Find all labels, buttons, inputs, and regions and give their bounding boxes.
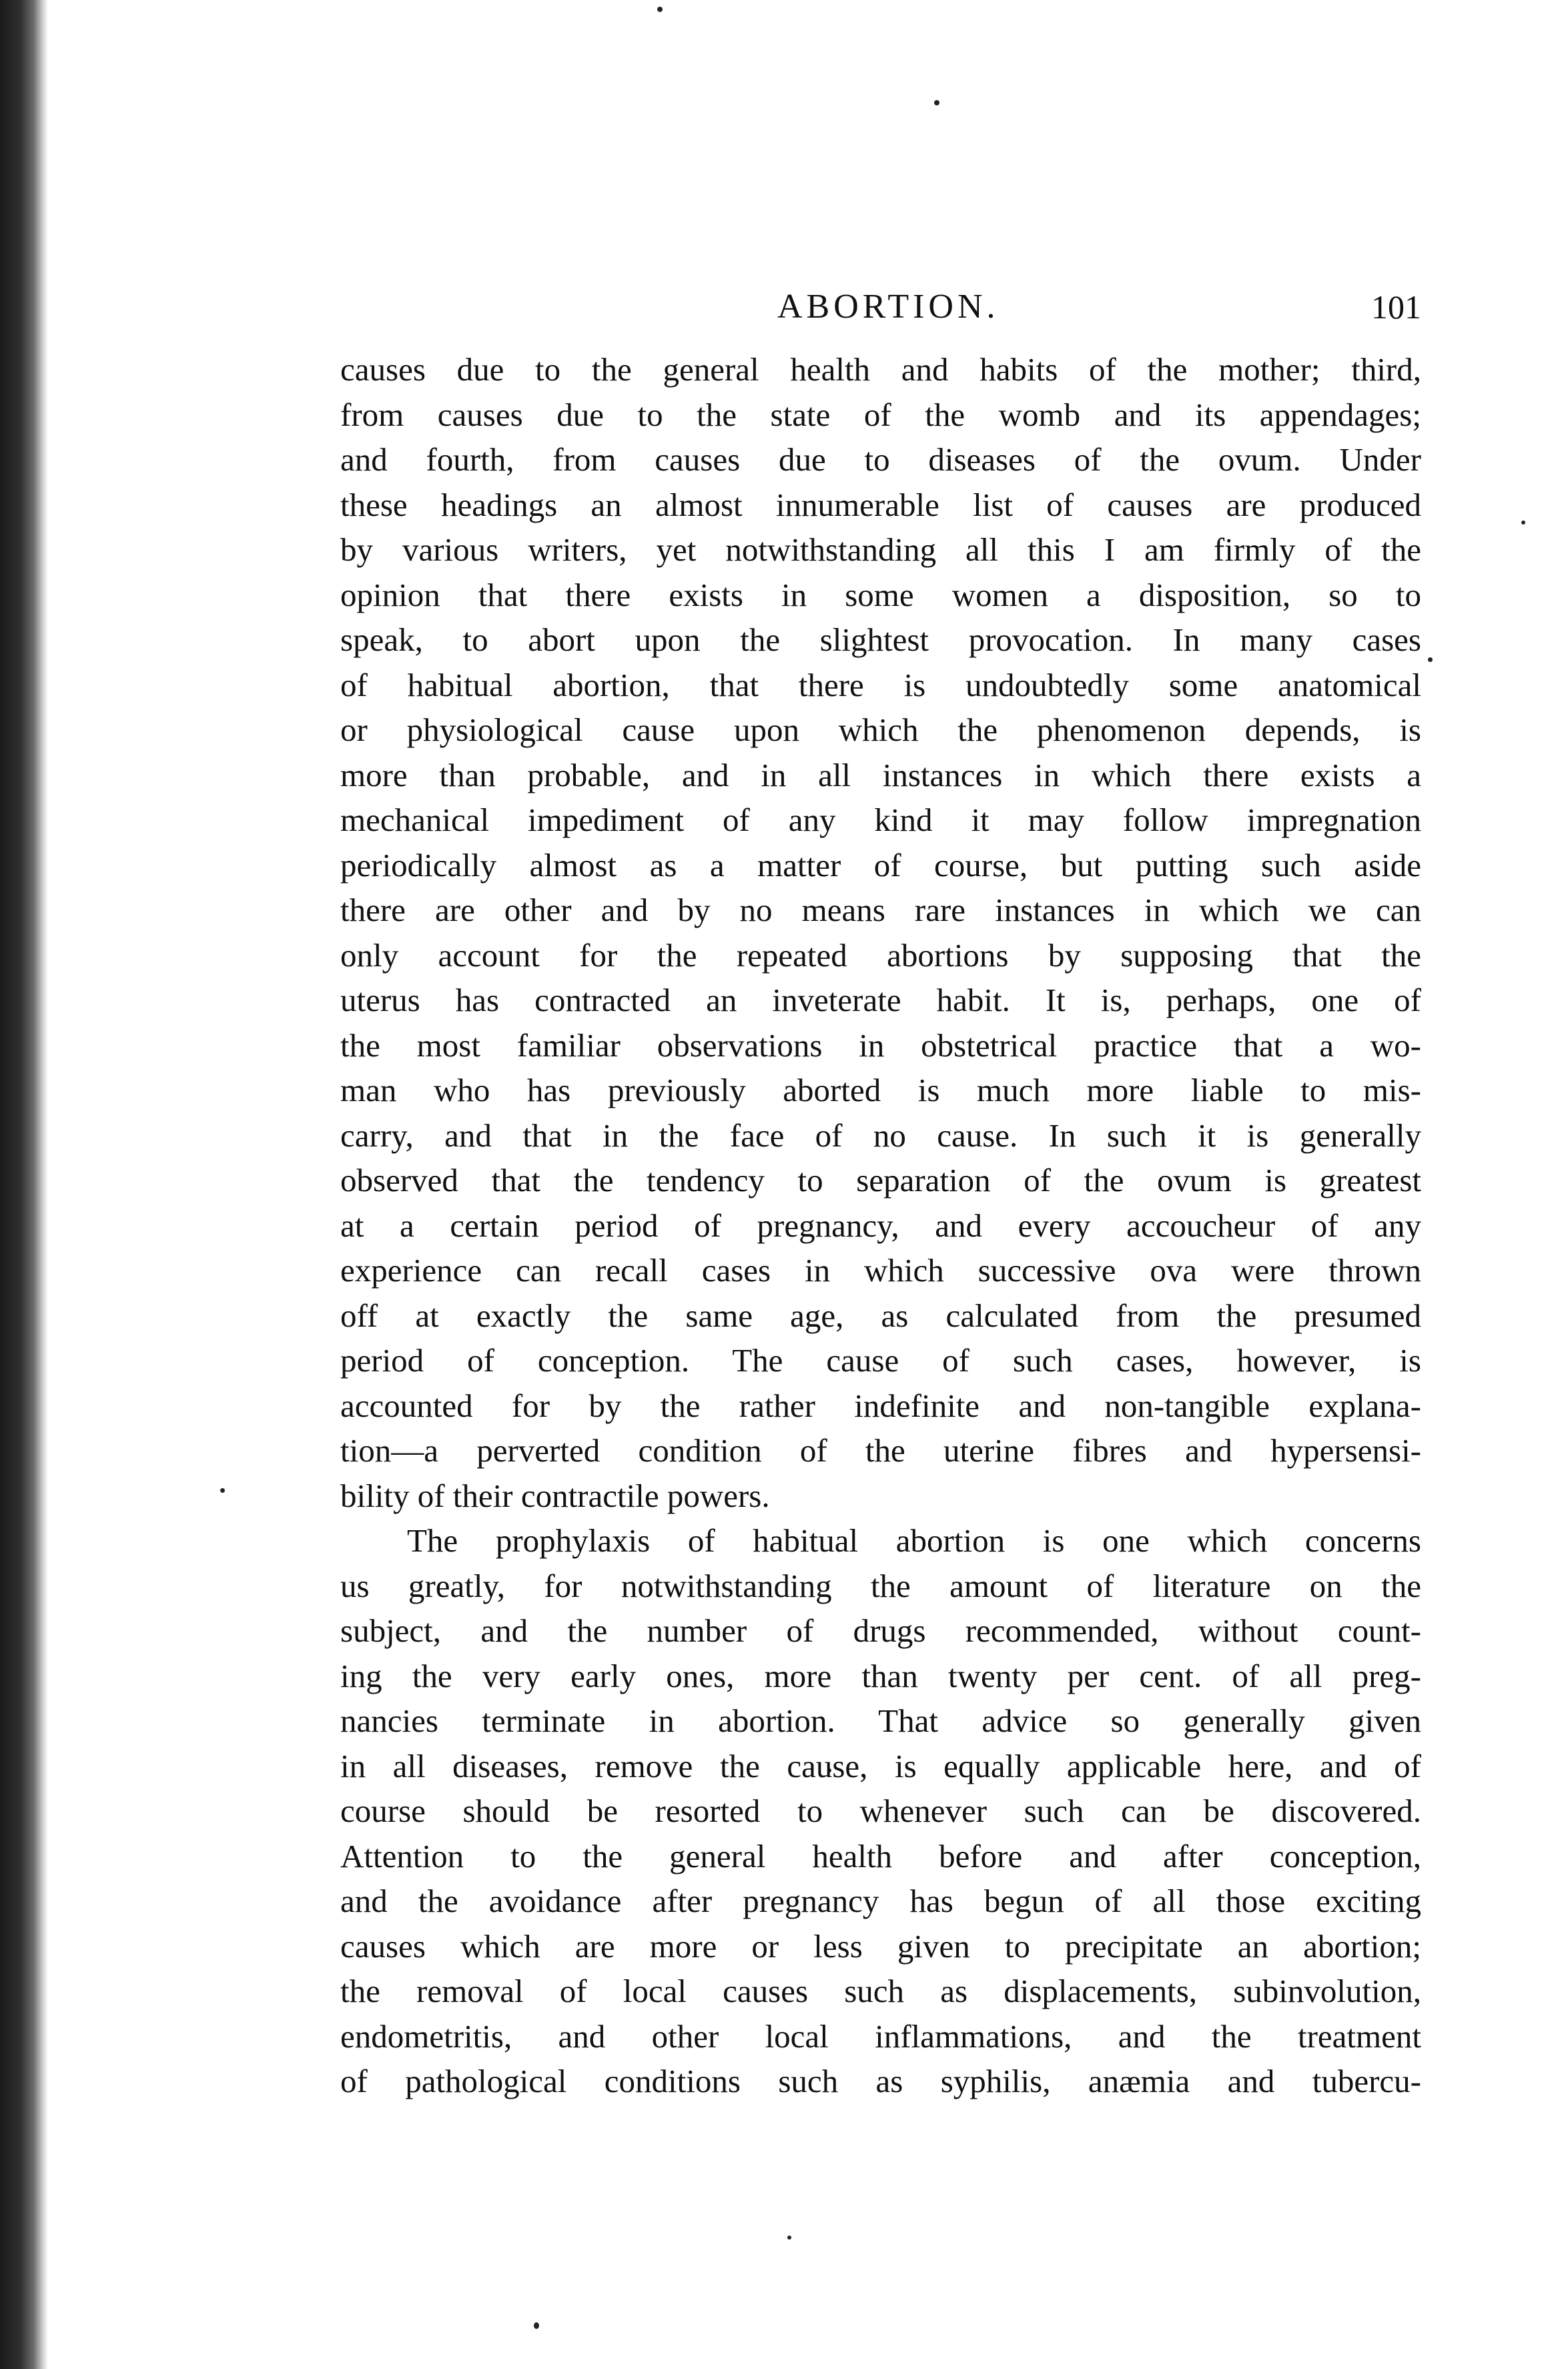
text-line: nancies terminate in abortion. That advice so generally given (340, 1702, 1421, 1739)
paragraph-1 (340, 347, 1421, 1518)
text-line: mechanical impediment of any kind it may follow impregnation (340, 801, 1421, 838)
text-line: these headings an almost innumerable list of causes are produced (340, 486, 1421, 523)
text-line: tion—a perverted condition of the uterine fibres and hypersensi- (340, 1432, 1421, 1469)
text-line: off at exactly the same age, as calculated from the presumed (340, 1297, 1421, 1334)
text-line: Attention to the general health before and after conception, (340, 1837, 1421, 1875)
text-line: subject, and the number of drugs recommended, without count- (340, 1612, 1421, 1649)
text-line: and the avoidance after pregnancy has begun of all those exciting (340, 1883, 1421, 1919)
text-line: at a certain period of pregnancy, and every accoucheur of any (340, 1207, 1421, 1244)
text-line: period of conception. The cause of such cases, however, is (340, 1342, 1421, 1379)
text-line: observed that the tendency to separation of the ovum is greatest (340, 1162, 1421, 1199)
text-line: causes which are more or less given to precipitate an abortion; (340, 1927, 1421, 1965)
scan-speck (534, 2322, 539, 2329)
text-line: course should be resorted to whenever such can be discovered. (340, 1792, 1421, 1829)
text-line: carry, and that in the face of no cause. In such it is generally (340, 1116, 1421, 1154)
text-line: periodically almost as a matter of course, but putting such aside (340, 846, 1421, 884)
scan-binding-edge (0, 0, 48, 2369)
text-line: only account for the repeated abortions by supposing that the (340, 936, 1421, 974)
text-line: accounted for by the rather indefinite and non-tangible explana- (340, 1387, 1421, 1424)
text-line: endometritis, and other local inflammations, and the treatment (340, 2017, 1421, 2055)
scan-speck (1428, 657, 1433, 662)
text-line: and fourth, from causes due to diseases of the ovum. Under (340, 441, 1421, 478)
text-line: the removal of local causes such as displacements, subinvolution, (340, 1973, 1421, 2009)
page-number: 101 (1371, 288, 1421, 326)
paragraph-2 (340, 1518, 1421, 2104)
running-title: ABORTION. (777, 288, 1000, 326)
text-line: The prophylaxis of habitual abortion is one which concerns (407, 1522, 1421, 1559)
text-line: by various writers, yet notwithstanding all this I am firmly of the (340, 531, 1421, 568)
text-line: the most familiar observations in obstetrical practice that a wo- (340, 1026, 1421, 1064)
text-line: causes due to the general health and habits of the mother; third, (340, 351, 1421, 388)
text-line: of habitual abortion, that there is undoubtedly some anatomical (340, 666, 1421, 703)
scan-speck (1521, 521, 1525, 525)
text-line: ing the very early ones, more than twenty per cent. of all preg- (340, 1657, 1421, 1694)
scan-speck (657, 7, 663, 12)
body-text (340, 347, 1421, 2104)
text-line: experience can recall cases in which successive ova were thrown (340, 1252, 1421, 1289)
text-line: us greatly, for notwithstanding the amount of literature on the (340, 1567, 1421, 1604)
text-line: more than probable, and in all instances in which there exists a (340, 756, 1421, 793)
text-line: from causes due to the state of the womb and its appendages; (340, 396, 1421, 433)
text-line: bility of their contractile powers. (340, 1477, 770, 1514)
text-line: or physiological cause upon which the phenomenon depends, is (340, 711, 1421, 748)
text-line: there are other and by no means rare instances in which we can (340, 892, 1421, 928)
scan-speck (934, 100, 939, 105)
scan-speck (220, 1488, 225, 1493)
text-line: uterus has contracted an inveterate habit. It is, perhaps, one of (340, 982, 1421, 1018)
text-line: opinion that there exists in some women a disposition, so to (340, 576, 1421, 613)
text-line: in all diseases, remove the cause, is equally applicable here, and of (340, 1747, 1421, 1784)
text-line: speak, to abort upon the slightest provocation. In many cases (340, 621, 1421, 658)
text-line: of pathological conditions such as syphilis, anæmia and tubercu- (340, 2063, 1421, 2099)
scan-speck (787, 2236, 791, 2240)
running-head (340, 280, 1421, 334)
text-line: man who has previously aborted is much more liable to mis- (340, 1072, 1421, 1108)
